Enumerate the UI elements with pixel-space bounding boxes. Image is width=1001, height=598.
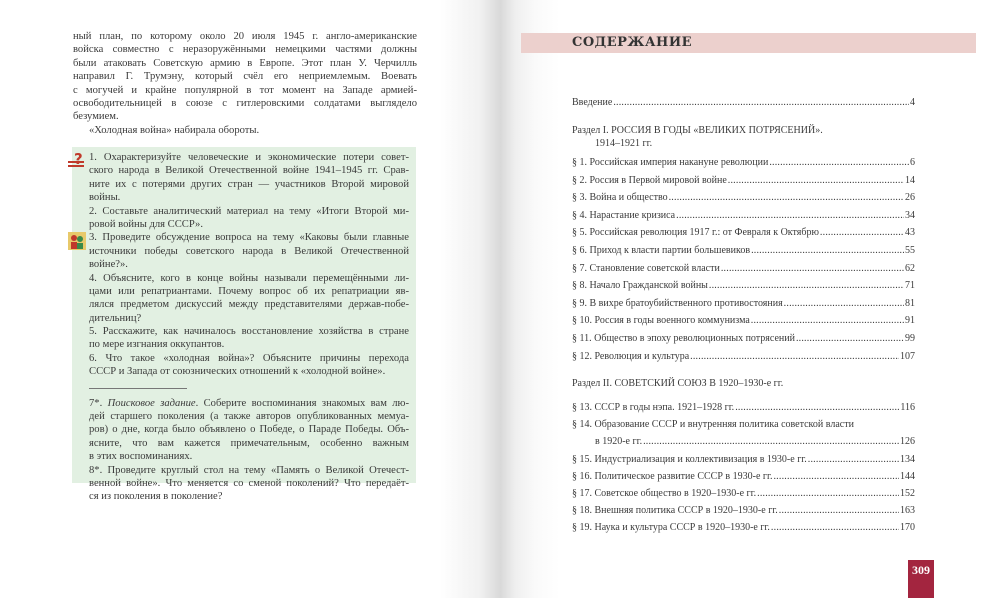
toc-row <box>572 157 915 169</box>
section-1-years: 1914–1921 гг. <box>595 138 653 149</box>
toc-page: 34 <box>905 209 915 221</box>
toc-row <box>572 436 915 448</box>
toc-label: § 14. Образование СССР и внутренняя политика советской власти <box>572 419 854 431</box>
section-1-list <box>572 157 915 368</box>
toc-page: 134 <box>900 453 915 465</box>
toc-entry[interactable] <box>572 333 915 345</box>
leader-dots <box>643 436 899 447</box>
toc-page: 81 <box>905 297 915 309</box>
question-line: войны. <box>89 192 121 204</box>
toc-entry[interactable] <box>572 351 915 363</box>
toc-label: § 19. Наука и культура СССР в 1920–1930-е гг. <box>572 522 770 534</box>
toc-entry[interactable] <box>572 263 915 275</box>
separator-line <box>89 388 187 389</box>
question-line: ровой войны для СССР». <box>89 218 203 230</box>
toc-page: 126 <box>900 436 915 448</box>
question-item <box>74 151 409 205</box>
toc-entry[interactable] <box>572 522 915 534</box>
toc-label: § 17. Советское общество в 1920–1930-е гг. <box>572 487 757 499</box>
toc-row <box>572 263 915 275</box>
toc-label: § 1. Российская империя накануне революции <box>572 157 769 168</box>
question-line: венной войне». Что меняется со сменой поколений? Что передаёт- <box>89 477 409 489</box>
body-text <box>73 30 417 137</box>
question-line: 6. Что такое «холодная война»? Объясните причины перехода <box>89 352 409 364</box>
leader-dots <box>820 227 904 238</box>
toc-row <box>572 402 915 414</box>
question-line: СССР и Запада от союзнических отношений к «холодной войне». <box>89 366 386 378</box>
body-line: освободительницей в союзе с гитлеровскими солдатами выглядело <box>73 97 417 109</box>
toc-page: 107 <box>900 350 915 362</box>
contents-title-bar <box>521 33 976 53</box>
toc-entry[interactable] <box>572 315 915 327</box>
question-line: лялся предметом дискуссий между представителями держав-побе- <box>89 299 409 311</box>
question-line: 4. Объясните, кого в конце войны называли перемещёнными ли- <box>89 272 409 284</box>
toc-entry[interactable] <box>572 245 915 257</box>
question-item <box>89 388 409 464</box>
toc-label: § 7. Становление советской власти <box>572 262 720 274</box>
leader-dots <box>796 333 904 344</box>
leader-dots <box>735 402 899 413</box>
toc-label: § 13. СССР в годы нэпа. 1921–1928 гг. <box>572 402 735 413</box>
questions-box <box>72 147 416 503</box>
question-line: цами или репатриантами. Почему вопрос об их репатриации яв- <box>89 285 409 297</box>
toc-entry[interactable] <box>572 227 915 239</box>
toc-row <box>572 351 915 363</box>
discussion-icon <box>68 232 86 250</box>
toc-page: 43 <box>905 227 915 239</box>
leader-dots <box>709 280 904 291</box>
search-task-label: Поисковое задание <box>107 397 196 409</box>
question-line: по мере изгнания оккупантов. <box>89 339 225 351</box>
toc-entry[interactable] <box>572 192 915 204</box>
question-icon <box>68 152 86 170</box>
question-line: 3. Проведите обсуждение вопроса на тему «Каковы были главные <box>89 232 409 244</box>
body-line: были атаковать Советскую армию в Европе. Этот план У. Черчилль <box>73 57 417 69</box>
toc-row <box>572 471 915 483</box>
toc-page: 14 <box>905 174 915 186</box>
question-item <box>89 352 409 379</box>
body-line: войска совместно с неразоружёнными немецкими частями должны <box>73 44 417 56</box>
leader-dots <box>728 175 904 186</box>
question-line: ясните, что вам кажется примечательным, особенно важным <box>89 437 409 449</box>
toc-entry[interactable] <box>572 454 915 466</box>
toc-row <box>572 175 915 187</box>
leader-dots <box>808 454 899 465</box>
leader-dots <box>613 97 909 108</box>
toc-label: § 18. Внешняя политика СССР в 1920–1930-е гг. <box>572 505 778 517</box>
toc-entry[interactable] <box>572 280 915 292</box>
toc-row <box>572 227 915 239</box>
toc-label: § 5. Российская революция 1917 г.: от Февраля к Октябрю <box>572 227 819 239</box>
leader-dots <box>779 505 899 516</box>
question-line: ните их с потерями других стран — участников Второй мировой <box>89 178 409 190</box>
leader-dots <box>784 298 904 309</box>
contents-title: СОДЕРЖАНИЕ <box>572 35 693 50</box>
toc-page: 4 <box>910 97 915 108</box>
toc-row <box>572 488 915 500</box>
toc-row <box>572 210 915 222</box>
question-line: 2. Составьте аналитический материал на тему «Итоги Второй ми- <box>89 205 409 217</box>
toc-row <box>572 245 915 257</box>
section-1-heading <box>572 124 915 150</box>
toc-entry[interactable] <box>572 157 915 169</box>
toc-page: 71 <box>905 280 915 292</box>
toc-page: 144 <box>900 470 915 482</box>
toc-entry[interactable] <box>572 488 915 500</box>
section-2-title: Раздел II. СОВЕТСКИЙ СОЮЗ В 1920–1930-е гг. <box>572 378 784 389</box>
body-line: безумием. <box>73 111 119 123</box>
toc-row <box>572 454 915 466</box>
toc-entry[interactable] <box>572 402 915 414</box>
toc-label: Введение <box>572 97 613 108</box>
question-line: войне?». <box>89 259 128 271</box>
right-page <box>500 0 1001 598</box>
toc-row <box>572 419 915 431</box>
toc-entry[interactable] <box>572 298 915 310</box>
leader-dots <box>751 315 904 326</box>
toc-label: § 2. Россия в Первой мировой войне <box>572 174 727 186</box>
toc-intro[interactable] <box>572 97 915 109</box>
toc-row <box>572 333 915 345</box>
toc-label: § 12. Революция и культура <box>572 350 690 362</box>
toc-entry[interactable] <box>572 175 915 187</box>
toc-label: в 1920-е гг. <box>595 436 643 448</box>
toc-entry[interactable] <box>572 419 915 448</box>
toc-entry[interactable] <box>572 210 915 222</box>
toc-row <box>572 505 915 517</box>
question-line: дительниц? <box>89 312 142 324</box>
toc-row <box>572 280 915 292</box>
leader-dots <box>771 522 899 533</box>
body-line: с могучей и крайне популярной в тот момент на Западе армией- <box>73 84 417 96</box>
questions-list <box>74 151 410 504</box>
question-item <box>89 205 409 232</box>
toc-entry[interactable] <box>572 505 915 517</box>
body-line: «Холодная война» набирала обороты. <box>89 124 260 136</box>
toc-page: 6 <box>910 157 915 168</box>
question-line: 8*. Проведите круглый стол на тему «Память о Великой Отечест- <box>89 464 409 476</box>
question-line: дей старшего поколения (а также авторов опубликованных мемуа- <box>89 411 409 423</box>
toc-label: § 15. Индустриализация и коллективизация в 1930-е гг. <box>572 453 807 465</box>
page-number: 309 <box>908 560 934 598</box>
question-line: в этих воспоминаниях. <box>89 451 193 463</box>
section-2-heading <box>572 377 915 390</box>
question-line: ского народа в Великой Отечественной войне 1941–1945 гг. Срав- <box>89 165 409 177</box>
toc-row <box>572 522 915 534</box>
toc-row <box>572 315 915 327</box>
question-line: 1. Охарактеризуйте человеческие и экономические потери совет- <box>89 152 409 163</box>
toc-page: 99 <box>905 332 915 344</box>
leader-dots <box>751 245 904 256</box>
question-line: источники победы советского народа в Великой Отечественной <box>89 245 409 257</box>
toc-page: 62 <box>905 262 915 274</box>
toc-label: § 6. Приход к власти партии большевиков <box>572 244 751 256</box>
section-2-list <box>572 402 915 540</box>
toc-label: § 11. Общество в эпоху революционных потрясений <box>572 332 795 344</box>
leader-dots <box>669 192 904 203</box>
toc-page: 26 <box>905 192 915 204</box>
toc-page: 170 <box>900 522 915 534</box>
leader-dots <box>676 210 904 221</box>
toc-label: § 4. Нарастание кризиса <box>572 209 676 221</box>
question-line: 5. Расскажите, как начиналось восстановление хозяйства в стране <box>89 326 409 338</box>
leader-dots <box>757 488 899 499</box>
leader-dots <box>690 351 899 362</box>
question-line: ся из поколения в поколение? <box>89 491 223 503</box>
toc-label: § 3. Война и общество <box>572 192 668 204</box>
toc-page: 91 <box>905 315 915 327</box>
toc-label: § 10. Россия в годы военного коммунизма <box>572 315 750 327</box>
toc-label: § 16. Политическое развитие СССР в 1930-е гг. <box>572 470 773 482</box>
toc-label: § 8. Начало Гражданской войны <box>572 280 708 292</box>
body-line: направил Г. Трумэну, который счёл его неприемлемым. Воевать <box>73 71 417 83</box>
toc-label: § 9. В вихре братоубийственного противостояния <box>572 297 783 309</box>
toc-row <box>572 192 915 204</box>
section-1-title: Раздел I. РОССИЯ В ГОДЫ «ВЕЛИКИХ ПОТРЯСЕНИЙ». <box>572 125 823 136</box>
toc-page: 163 <box>900 505 915 517</box>
toc-page: 116 <box>900 402 915 413</box>
question-line: ров) о дне, когда было объявлено о Победе, о Параде Победы. Объ- <box>89 424 409 436</box>
svg-text:?: ? <box>74 152 83 168</box>
question-item <box>89 325 409 352</box>
toc-page: 152 <box>900 487 915 499</box>
left-page <box>0 0 500 598</box>
leader-dots <box>769 157 909 168</box>
toc-entry[interactable] <box>572 471 915 483</box>
leader-dots <box>773 471 899 482</box>
body-line: ный план, по которому около 20 июля 1945 г. англо-американские <box>73 31 417 42</box>
leader-dots <box>721 263 904 274</box>
question-item <box>89 272 409 326</box>
question-item <box>89 231 409 271</box>
question-item <box>89 464 409 504</box>
toc-row <box>572 298 915 310</box>
question-line: 7*. Поисковое задание. Соберите воспоминания знакомых вам лю- <box>89 397 410 409</box>
toc-page: 55 <box>905 244 915 256</box>
